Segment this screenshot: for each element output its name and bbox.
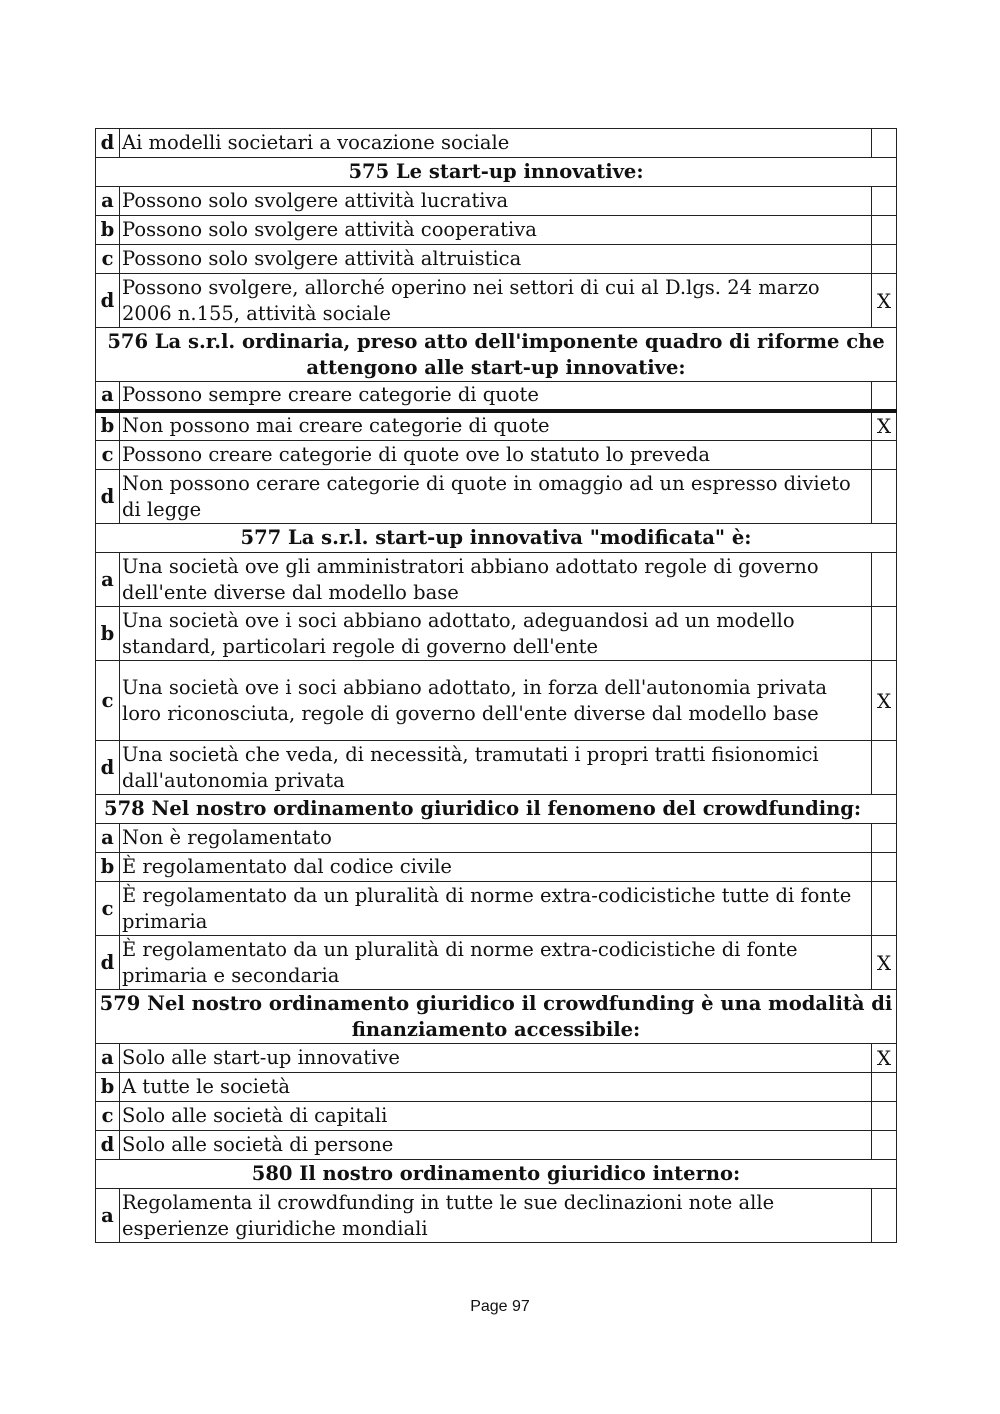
page-footer: [0, 1298, 1000, 1316]
answer-row: [96, 129, 897, 158]
answer-text: È regolamentato dal codice civile: [120, 853, 872, 882]
answer-mark-cell: [872, 1131, 897, 1160]
answer-letter: c: [96, 882, 120, 936]
answer-mark-cell: [872, 470, 897, 524]
answer-row: [96, 741, 897, 795]
answer-letter: b: [96, 411, 120, 441]
answer-letter: a: [96, 553, 120, 607]
question-row: [96, 1160, 897, 1189]
answer-mark-cell: X: [872, 411, 897, 441]
answer-row: [96, 936, 897, 990]
answer-mark-cell: [872, 824, 897, 853]
answer-text: Regolamenta il crowdfunding in tutte le sue declinazioni note alle esperienze giuridiche mondiali: [120, 1189, 872, 1243]
answer-letter: a: [96, 1189, 120, 1243]
answer-letter: b: [96, 607, 120, 661]
answer-row: [96, 1102, 897, 1131]
answer-row: [96, 245, 897, 274]
answer-letter: d: [96, 470, 120, 524]
answer-text: Solo alle società di persone: [120, 1131, 872, 1160]
answer-letter: a: [96, 1044, 120, 1073]
question-text: 579 Nel nostro ordinamento giuridico il crowdfunding è una modalità di finanziamento accessibile:: [96, 990, 897, 1044]
answer-mark-cell: [872, 245, 897, 274]
answer-row: [96, 187, 897, 216]
answer-text: Non è regolamentato: [120, 824, 872, 853]
answer-mark-cell: [872, 187, 897, 216]
question-row: [96, 158, 897, 187]
answer-mark-cell: X: [872, 1044, 897, 1073]
answer-text: Possono sempre creare categorie di quote: [120, 382, 872, 411]
answer-text: È regolamentato da un pluralità di norme extra-codicistiche di fonte primaria e secondaria: [120, 936, 872, 990]
question-text: 578 Nel nostro ordinamento giuridico il fenomeno del crowdfunding:: [96, 795, 897, 824]
answer-text: Una società ove i soci abbiano adottato, in forza dell'autonomia privata loro riconosciuta, regole di governo dell'ente diverse dal modello base: [120, 661, 872, 741]
answer-row: [96, 1044, 897, 1073]
answer-mark-cell: [872, 1189, 897, 1243]
answer-text: È regolamentato da un pluralità di norme extra-codicistiche tutte di fonte primaria: [120, 882, 872, 936]
question-row: [96, 524, 897, 553]
question-text: 576 La s.r.l. ordinaria, preso atto dell'imponente quadro di riforme che attengono alle start-up innovative:: [96, 328, 897, 382]
question-row: [96, 328, 897, 382]
answer-letter: b: [96, 1073, 120, 1102]
answer-letter: b: [96, 216, 120, 245]
answer-mark-cell: [872, 1102, 897, 1131]
answer-text: Una società ove gli amministratori abbiano adottato regole di governo dell'ente diverse dal modello base: [120, 553, 872, 607]
answer-letter: b: [96, 853, 120, 882]
answer-mark-cell: [872, 441, 897, 470]
answer-mark-cell: [872, 216, 897, 245]
answer-letter: c: [96, 661, 120, 741]
answer-text: Possono solo svolgere attività lucrativa: [120, 187, 872, 216]
answer-row: [96, 824, 897, 853]
question-row: [96, 990, 897, 1044]
answer-row: [96, 1189, 897, 1243]
answer-text: Possono solo svolgere attività cooperativa: [120, 216, 872, 245]
answer-mark-cell: [872, 882, 897, 936]
quiz-table: [95, 128, 897, 1243]
answer-letter: a: [96, 382, 120, 411]
answer-row: [96, 441, 897, 470]
answer-row: [96, 553, 897, 607]
answer-row: [96, 274, 897, 328]
answer-mark-cell: [872, 382, 897, 411]
answer-letter: d: [96, 936, 120, 990]
answer-mark-cell: X: [872, 661, 897, 741]
page-number: Page 97: [470, 1298, 530, 1315]
answer-row: [96, 411, 897, 441]
answer-row: [96, 661, 897, 741]
answer-letter: c: [96, 441, 120, 470]
answer-text: Una società ove i soci abbiano adottato, adeguandosi ad un modello standard, particolari regole di governo dell'ente: [120, 607, 872, 661]
quiz-table-body: [96, 129, 897, 1243]
answer-letter: c: [96, 245, 120, 274]
answer-letter: d: [96, 129, 120, 158]
answer-text: Non possono mai creare categorie di quote: [120, 411, 872, 441]
answer-row: [96, 470, 897, 524]
answer-row: [96, 216, 897, 245]
answer-mark-cell: [872, 741, 897, 795]
question-text: 575 Le start-up innovative:: [96, 158, 897, 187]
answer-row: [96, 853, 897, 882]
answer-row: [96, 382, 897, 411]
answer-letter: a: [96, 824, 120, 853]
answer-letter: d: [96, 1131, 120, 1160]
answer-text: Solo alle società di capitali: [120, 1102, 872, 1131]
answer-row: [96, 882, 897, 936]
answer-text: Una società che veda, di necessità, tramutati i propri tratti fisionomici dall'autonomia privata: [120, 741, 872, 795]
answer-text: Possono solo svolgere attività altruistica: [120, 245, 872, 274]
answer-text: Possono creare categorie di quote ove lo statuto lo preveda: [120, 441, 872, 470]
answer-row: [96, 1073, 897, 1102]
answer-mark-cell: [872, 129, 897, 158]
answer-mark-cell: [872, 1073, 897, 1102]
answer-letter: d: [96, 274, 120, 328]
answer-text: Possono svolgere, allorché operino nei settori di cui al D.lgs. 24 marzo 2006 n.155, attività sociale: [120, 274, 872, 328]
answer-row: [96, 1131, 897, 1160]
answer-letter: c: [96, 1102, 120, 1131]
answer-mark-cell: X: [872, 936, 897, 990]
answer-text: Ai modelli societari a vocazione sociale: [120, 129, 872, 158]
answer-mark-cell: [872, 853, 897, 882]
question-text: 577 La s.r.l. start-up innovativa "modificata" è:: [96, 524, 897, 553]
answer-row: [96, 607, 897, 661]
answer-text: Non possono cerare categorie di quote in omaggio ad un espresso divieto di legge: [120, 470, 872, 524]
question-text: 580 Il nostro ordinamento giuridico interno:: [96, 1160, 897, 1189]
answer-letter: d: [96, 741, 120, 795]
answer-text: Solo alle start-up innovative: [120, 1044, 872, 1073]
answer-text: A tutte le società: [120, 1073, 872, 1102]
question-row: [96, 795, 897, 824]
answer-mark-cell: X: [872, 274, 897, 328]
answer-mark-cell: [872, 607, 897, 661]
answer-letter: a: [96, 187, 120, 216]
answer-mark-cell: [872, 553, 897, 607]
